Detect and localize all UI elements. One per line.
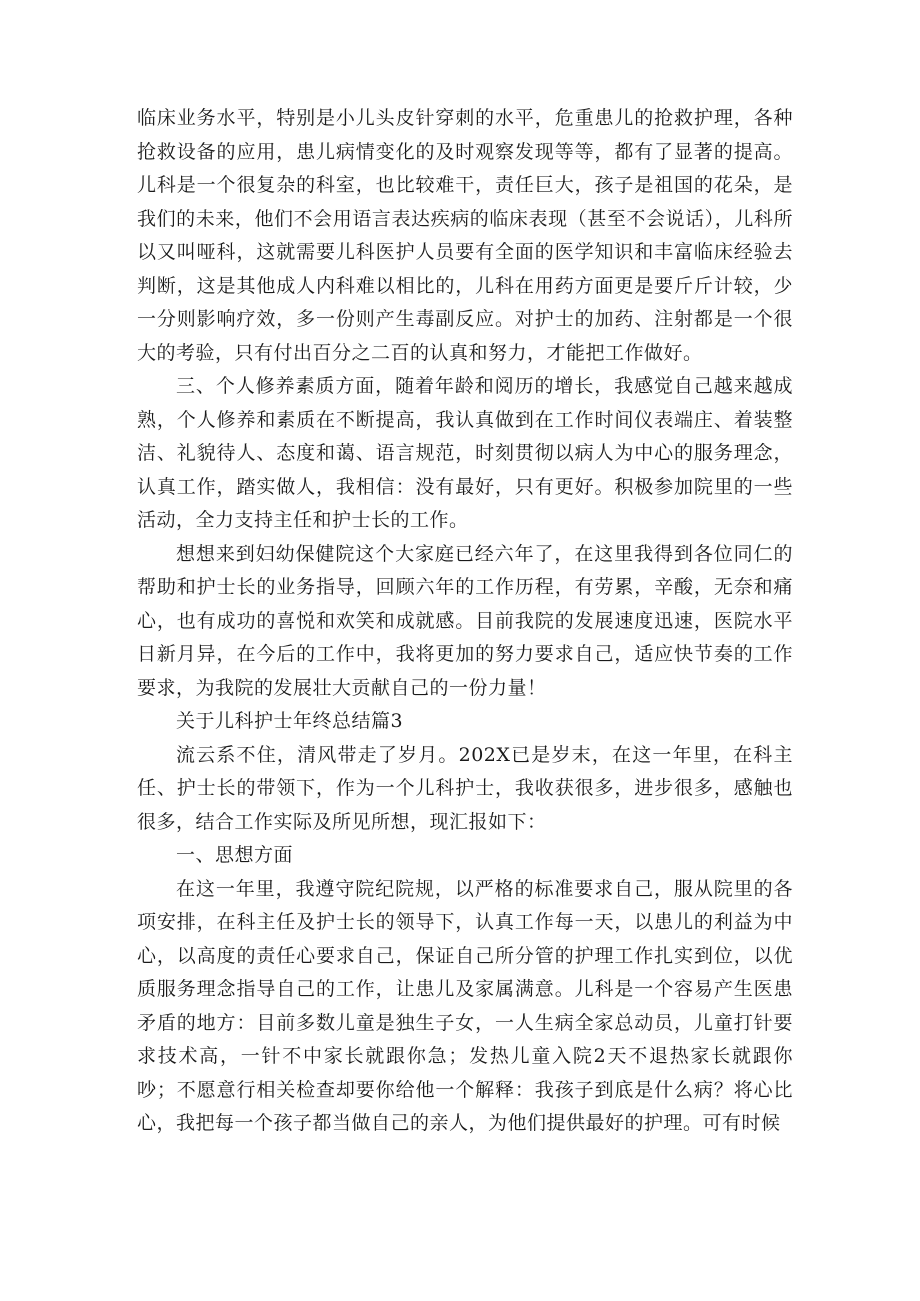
section-title: 关于儿科护士年终总结篇3 bbox=[176, 710, 404, 732]
paragraph-reflection: 想想来到妇幼保健院这个大家庭已经六年了，在这里我得到各位同仁的帮助和护士长的业务指导，回顾六年的工作历程，有劳累，辛酸，无奈和痛心，也有成功的喜悦和欢笑和成就感。目前我院的发展速度迅速，医院水平日新月异，在今后的工作中，我将更加的努力要求自己，适应快节奏的工作要求，为我院的发展壮大贡献自己的一份力量！ bbox=[137, 542, 793, 699]
paragraph-thought: 在这一年里，我遵守院纪院规，以严格的标准要求自己，服从院里的各项安排，在科主任及护士长的领导下，认真工作每一天，以患儿的利益为中心，以高度的责任心要求自己，保证自己所分管的护理工作扎实到位，以优质服务理念指导自己的工作，让患儿及家属满意。儿科是一个容易产生医患矛盾的地方：目前多数儿童是独生子女，一人生病全家总动员，儿童打针要求技术高，一针不中家长就跟你急；发热儿童入院2天不退热家长就跟你吵；不愿意行相关检查却要你给他一个解释：我孩子到底是什么病？将心比心，我把每一个孩子都当做自己的亲人，为他们提供最好的护理。可有时候 bbox=[137, 877, 793, 1134]
paragraph-continuation: 临床业务水平，特别是小儿头皮针穿刺的水平，危重患儿的抢救护理，各种抢救设备的应用，患儿病情变化的及时观察发现等等，都有了显著的提高。儿科是一个很复杂的科室，也比较难干，责任巨大，孩子是祖国的花朵，是我们的未来，他们不会用语言表达疾病的临床表现（甚至不会说话），儿科所以又叫哑科，这就需要儿科医护人员要有全面的医学知识和丰富临床经验去判断，这是其他成人内科难以相比的，儿科在用药方面更是要斤斤计较，少一分则影响疗效，多一份则产生毒副反应。对护士的加药、注射都是一个很大的考验，只有付出百分之二百的认真和努力，才能把工作做好。 bbox=[137, 107, 793, 364]
document-body bbox=[137, 102, 793, 1141]
paragraph-personal-quality: 三、个人修养素质方面，随着年龄和阅历的增长，我感觉自己越来越成熟，个人修养和素质在不断提高，我认真做到在工作时间仪表端庄、着装整洁、礼貌待人、态度和蔼、语言规范，时刻贯彻以病人为中心的服务理念，认真工作，踏实做人，我相信：没有最好，只有更好。积极参加院里的一些活动，全力支持主任和护士长的工作。 bbox=[137, 375, 793, 531]
subsection-title-thought: 一、思想方面 bbox=[176, 844, 294, 866]
paragraph-intro: 流云系不住，清风带走了岁月。202X已是岁末，在这一年里，在科主任、护士长的带领下，作为一个儿科护士，我收获很多，进步很多，感触也很多，结合工作实际及所见所想，现汇报如下： bbox=[137, 743, 793, 833]
